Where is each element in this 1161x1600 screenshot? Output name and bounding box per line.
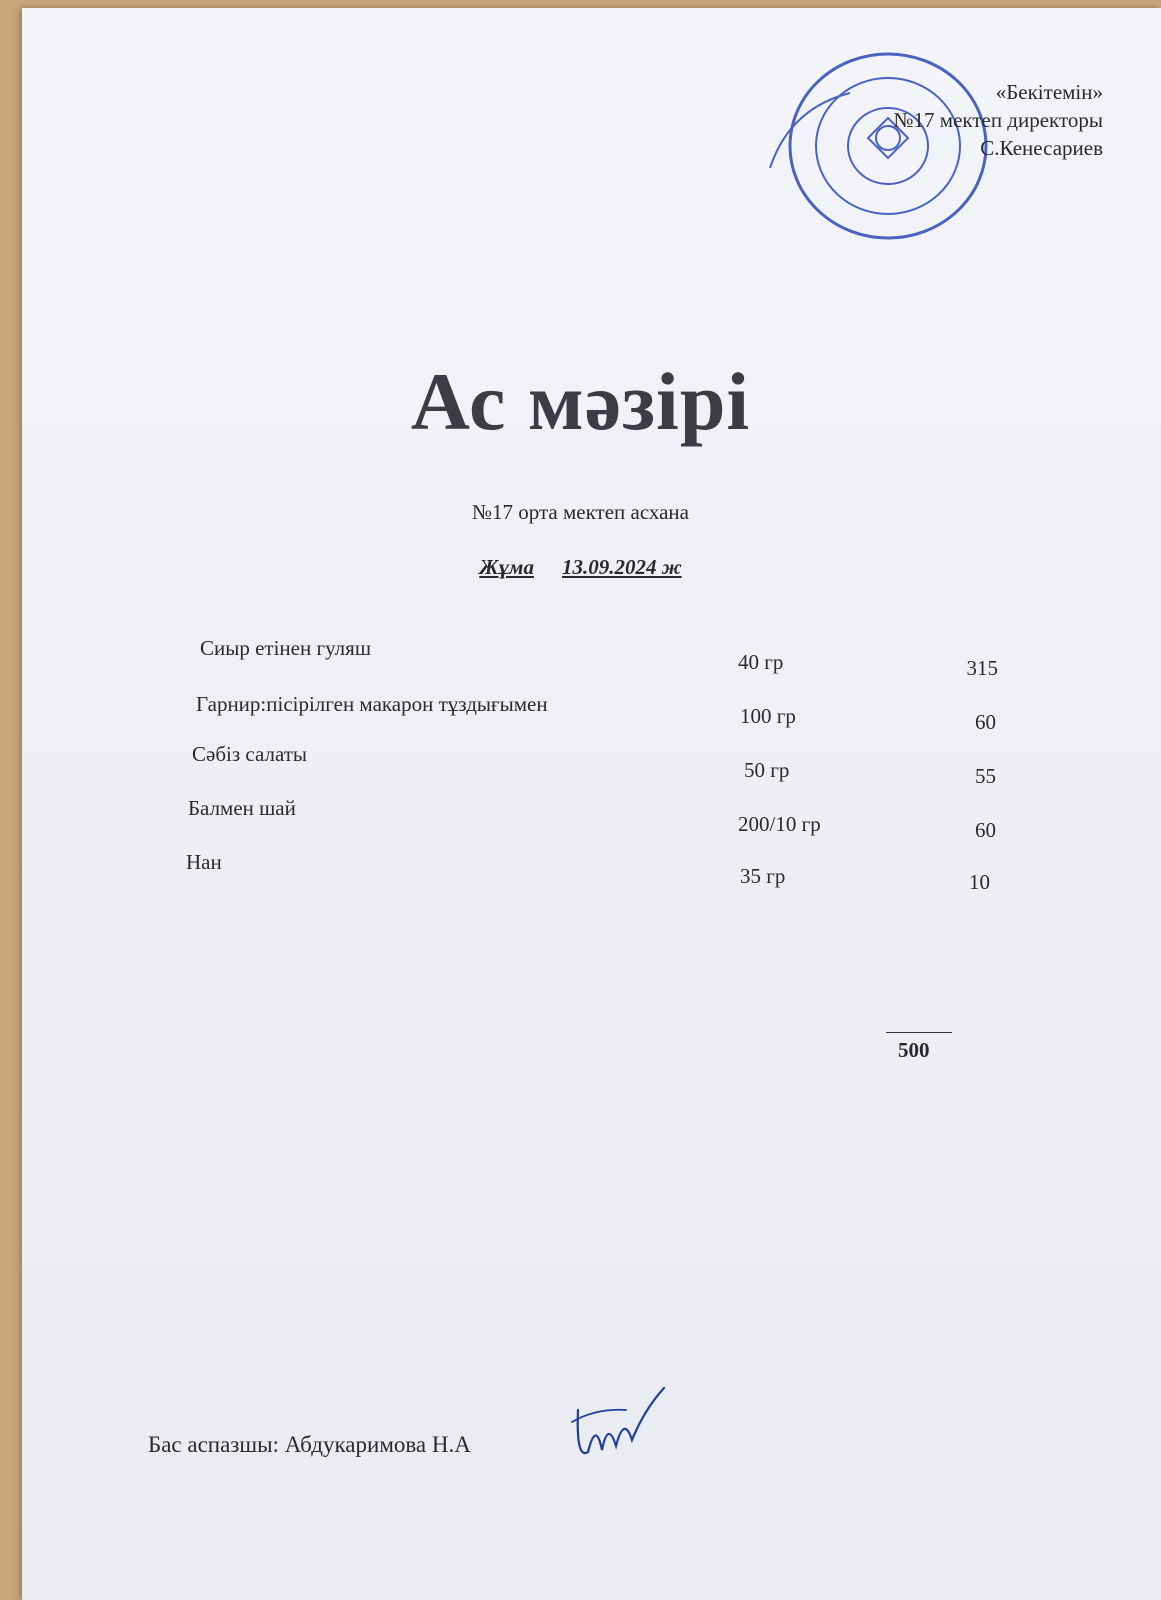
menu-item-name: Сиыр етінен гуляш: [200, 636, 371, 660]
menu-item-price: 10: [969, 870, 990, 894]
approval-line: «Бекітемін»: [995, 80, 1103, 104]
menu-item-weight: 200/10 гр: [738, 812, 821, 836]
menu-total: 500: [898, 1038, 930, 1062]
total-rule: [886, 1032, 952, 1033]
menu-item-weight: 50 гр: [744, 758, 790, 782]
approval-line: №17 мектеп директоры: [893, 108, 1103, 132]
menu-item-name: Гарнир:пісірілген макарон тұздығымен: [196, 692, 548, 716]
head-cook: Бас аспазшы: Абдукаримова Н.А: [148, 1432, 471, 1457]
approval-block: [894, 78, 1104, 162]
menu-item-weight: 35 гр: [740, 864, 786, 888]
menu-item-price: 60: [975, 710, 996, 734]
menu-date: [0, 555, 1161, 580]
stamp-edge-mark: [770, 93, 850, 168]
menu-title: Ас мәзірі: [410, 356, 751, 447]
menu-item-name: Нан: [186, 850, 222, 874]
approval-line: С.Кенесариев: [980, 136, 1103, 160]
menu-item-price: 60: [975, 818, 996, 842]
menu-item-name: Сәбіз салаты: [192, 742, 308, 766]
menu-date-value: 13.09.2024 ж: [561, 555, 682, 579]
handwritten-signature: [566, 1380, 666, 1470]
menu-item-price: 315: [966, 656, 998, 680]
menu-day: Жұма: [479, 555, 534, 579]
menu-item-weight: 40 гр: [738, 650, 784, 674]
menu-item-name: Балмен шай: [188, 796, 296, 820]
menu-item-weight: 100 гр: [740, 704, 796, 728]
menu-item-price: 55: [975, 764, 996, 788]
menu-subtitle: №17 орта мектеп асхана: [471, 500, 689, 524]
